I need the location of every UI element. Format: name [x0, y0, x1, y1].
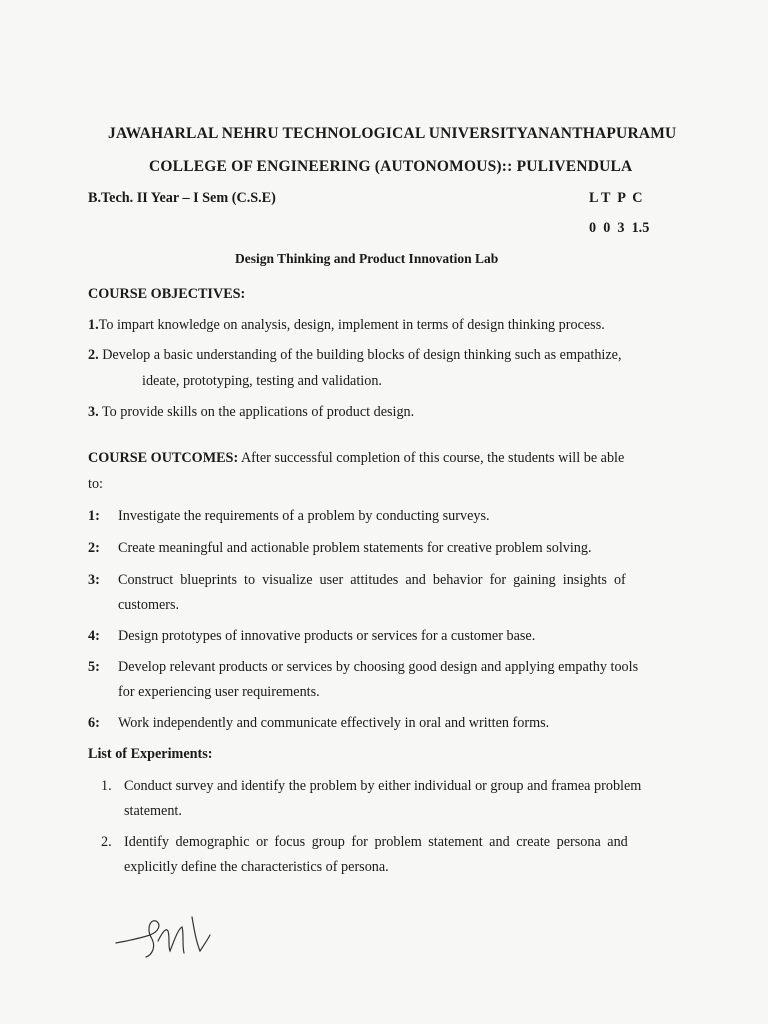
handwritten-signature — [112, 905, 222, 965]
outcome-text: Develop relevant products or services by choosing good design and applying empathy tools — [118, 659, 639, 675]
experiments-heading: List of Experiments: — [88, 746, 213, 762]
outcome-text: Create meaningful and actionable problem statements for creative problem solving. — [118, 540, 592, 556]
objective-number: 1. — [88, 317, 99, 333]
college-name: COLLEGE OF ENGINEERING (AUTONOMOUS):: PULIVENDULA — [149, 158, 633, 175]
objective-text: Develop a basic understanding of the building blocks of design thinking such as empathize, — [102, 347, 622, 363]
objective-text: To provide skills on the applications of product design. — [101, 404, 415, 420]
outcome-text: Investigate the requirements of a problem by conducting surveys. — [118, 508, 490, 524]
experiment-text-continued: explicitly define the characteristics of persona. — [124, 859, 389, 875]
outcomes-intro — [88, 450, 624, 467]
course-title: Design Thinking and Product Innovation Lab — [235, 251, 499, 266]
objective-number: 3. — [88, 404, 99, 420]
ltpc-values: 0 0 3 1.5 — [589, 220, 650, 236]
objective-text-continued: ideate, prototyping, testing and validation. — [142, 373, 382, 389]
outcome-number: 6: — [88, 715, 100, 731]
outcome-text: Design prototypes of innovative products or services for a customer base. — [118, 628, 536, 644]
objective-item — [88, 347, 622, 364]
outcome-text-continued: for experiencing user requirements. — [118, 684, 320, 700]
objective-item — [88, 317, 605, 334]
outcomes-intro-continued: to: — [88, 476, 103, 492]
outcome-text-continued: customers. — [118, 597, 180, 613]
experiment-text-continued: statement. — [124, 803, 182, 819]
objective-item — [88, 404, 414, 421]
ltpc-labels: L T P C — [589, 190, 643, 206]
experiment-number: 1. — [101, 778, 112, 794]
outcome-number: 3: — [88, 572, 100, 588]
outcome-number: 5: — [88, 659, 100, 675]
experiment-text: Identify demographic or focus group for problem statement and create persona and — [124, 834, 628, 850]
outcomes-heading: COURSE OUTCOMES: — [88, 450, 239, 466]
program-line: B.Tech. II Year – I Sem (C.S.E) — [88, 190, 276, 206]
outcome-text: Construct blueprints to visualize user attitudes and behavior for gaining insights of — [118, 572, 626, 588]
outcome-number: 2: — [88, 540, 100, 556]
objective-text: To impart knowledge on analysis, design, implement in terms of design thinking process. — [98, 317, 605, 333]
experiment-number: 2. — [101, 834, 112, 850]
objective-number: 2. — [88, 347, 99, 363]
outcomes-intro-text: After successful completion of this course, the students will be able — [240, 450, 625, 466]
outcome-text: Work independently and communicate effectively in oral and written forms. — [118, 715, 550, 731]
objectives-heading: COURSE OBJECTIVES: — [88, 286, 246, 302]
outcome-number: 4: — [88, 628, 100, 644]
university-name: JAWAHARLAL NEHRU TECHNOLOGICAL UNIVERSITYANANTHAPURAMU — [108, 125, 677, 142]
experiment-text: Conduct survey and identify the problem by either individual or group and framea problem — [124, 778, 642, 794]
outcome-number: 1: — [88, 508, 100, 524]
